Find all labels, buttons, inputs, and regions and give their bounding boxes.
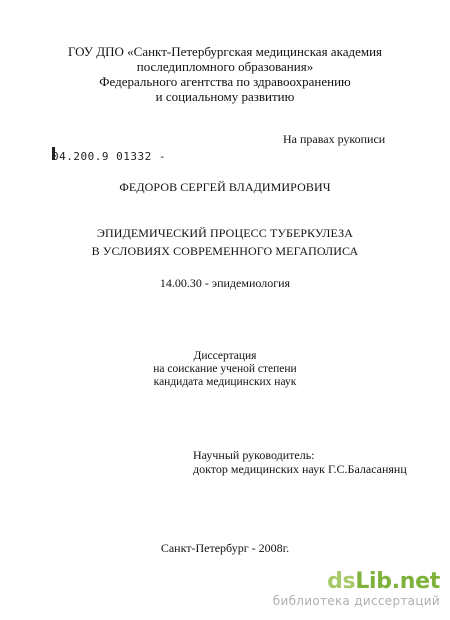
watermark-subtitle: библиотека диссертаций [272,594,440,608]
author-name: ФЕДОРОВ СЕРГЕЙ ВЛАДИМИРОВИЧ [119,180,331,194]
rights-note: На правах рукописи [283,132,386,146]
watermark-logo-part2: Lib.net [355,569,440,594]
title-line-2: В УСЛОВИЯХ СОВРЕМЕННОГО МЕГАПОЛИСА [91,244,359,258]
stamp-number [52,150,166,163]
dslib-watermark [273,570,440,608]
stamp-number-text: 04.200.9 01332 [52,150,152,163]
supervisor-label: Научный руководитель: [193,448,315,462]
watermark-logo-part1: ds [327,569,356,594]
institution-line-4: и социальному развитию [155,89,295,104]
degree-line-3: кандидата медицинских наук [153,376,297,388]
specialty: 14.00.30 - эпидемиология [159,276,291,290]
watermark-logo [273,570,440,594]
stamp-dash: - [151,150,166,163]
institution-line-1: ГОУ ДПО «Санкт-Петербургская медицинская академия [67,44,383,59]
degree-line-2: на соискание ученой степени [153,363,297,375]
institution-line-3: Федерального агентства по здравоохранению [99,74,351,89]
supervisor-name: доктор медицинских наук Г.С.Баласанянц [193,462,407,476]
institution-line-2: последипломного образования» [136,59,314,74]
place-year: Санкт-Петербург - 2008г. [160,541,290,555]
title-line-1: ЭПИДЕМИЧЕСКИЙ ПРОЦЕСС ТУБЕРКУЛЕЗА [97,226,353,240]
degree-line-1: Диссертация [193,350,257,362]
